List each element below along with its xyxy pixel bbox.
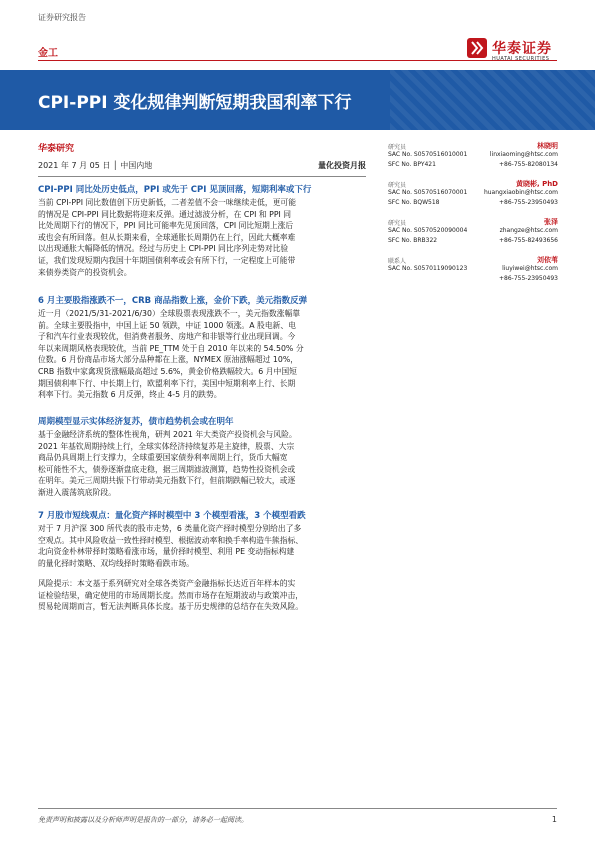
report-meta-line xyxy=(38,160,366,172)
analyst-sfc: SFC No. BQW518 xyxy=(388,199,440,206)
body-line: 证检验结果，确定使用的市场周期长度。然而市场存在短期波动与政策冲击， xyxy=(38,590,304,600)
logo-name-cn: 华泰证券 xyxy=(492,41,552,57)
analyst-role: 研究员 xyxy=(388,182,407,189)
body-line: 子和汽车行业表现较优，但消费者服务、房地产和非银等行业出现回调。今 xyxy=(38,332,296,342)
report-title: CPI-PPI 变化规律判断短期我国利率下行 xyxy=(38,93,352,113)
analyst-panel xyxy=(386,138,558,290)
analyst-sac: SAC No. S0570516070001 xyxy=(388,189,468,196)
section-body xyxy=(38,429,372,499)
section-body xyxy=(38,308,372,401)
body-line: 比处周期下行的情况下，PPI 同比可能率先见顶回落，CPI 同比短期上涨后 xyxy=(38,221,294,231)
footer-divider xyxy=(38,808,557,809)
logo-name-en: HUATAI SECURITIES xyxy=(492,56,550,62)
report-date-region: 2021 年 7 月 05 日 │ 中国内地 xyxy=(38,161,153,170)
body-line: 以出现通胀大幅降低的情况。经过与历史上 CPI-PPI 同比序列走势对比验 xyxy=(38,244,289,254)
body-line: 2021 年基钦周期持续上行，全球实体经济持续复苏是主旋律，股票、大宗 xyxy=(38,441,295,451)
analyst-card xyxy=(386,214,558,252)
analyst-email[interactable]: zhangze@htsc.com xyxy=(499,227,558,234)
sector-label: 金工 xyxy=(38,48,58,59)
body-line: 北向资金朴林带择时策略看涨市场，量价择时模型、利用 PE 变动指标构建 xyxy=(38,547,295,557)
body-line: 商品仍具周期上行支撑力，全球重要国家债券利率周期上行，货币大幅宽 xyxy=(38,453,288,463)
section-heading: 周期模型显示实体经济复苏，债市趋势机会或在明年 xyxy=(38,417,234,427)
body-line: 期国债利率下行、中长期上行，欧盟利率下行，美国中短期利率上行、长期 xyxy=(38,378,296,388)
analyst-sfc: SFC No. BRB322 xyxy=(388,237,438,244)
analyst-sfc: SFC No. BPY421 xyxy=(388,161,436,168)
analyst-name: 黄晓彬, PhD xyxy=(515,180,558,188)
analyst-email[interactable]: liuyiwei@htsc.com xyxy=(502,265,558,272)
analyst-name: 刘依苇 xyxy=(537,256,558,264)
body-line: 的量化择时策略、双均线择时策略看跌市场。 xyxy=(38,558,194,568)
analyst-email[interactable]: linxiaoming@htsc.com xyxy=(489,151,558,158)
body-line: 来债券类资产的投资机会。 xyxy=(38,267,132,277)
body-line: 年以来周期风格表现较优，当前 PE_TTM 处于自 2010 年以来的 54.50% 分 xyxy=(38,343,304,353)
meta-divider xyxy=(38,176,366,177)
analyst-sac: SAC No. S0570520090004 xyxy=(388,227,468,234)
report-category: 证券研究报告 xyxy=(38,13,86,22)
report-type: 量化投资月报 xyxy=(318,161,366,170)
analyst-name: 张泽 xyxy=(544,218,558,226)
body-line: 风险提示：本文基于系列研究对全球各类资产金融指标长达近百年样本的实 xyxy=(38,579,296,588)
body-line: 对于 7 月沪深 300 所代表的股市走势，6 类量化资产择时模型分别给出了多 xyxy=(38,524,302,533)
body-line: 贸易轮周期而言，暂无法判断具体长度。基于历史规律的总结存在失效风险。 xyxy=(38,602,304,612)
title-banner xyxy=(0,70,595,130)
body-line: CRB 指数中家禽现货涨幅最高超过 5.6%，黄金价格跌幅较大。6 月中国短 xyxy=(38,366,297,376)
body-line: 渐进入震荡筑底阶段。 xyxy=(38,487,116,497)
body-line: 的情况是 CPI-PPI 同比数据将迎来反弹。通过滤波分析，在 CPI 和 PPI 同 xyxy=(38,209,292,219)
analyst-card xyxy=(386,138,558,176)
analyst-sac: SAC No. S0570516010001 xyxy=(388,151,468,158)
research-org: 华泰研究 xyxy=(38,144,75,154)
huatai-logo-mark-icon xyxy=(466,37,488,59)
section-heading: CPI-PPI 同比处历史低点，PPI 或先于 CPI 见顶回落，短期利率或下行 xyxy=(38,185,312,195)
body-line: 松可能性不大，债券逐渐盘底走稳，据三周期滤波测算，趋势性投资机会或 xyxy=(38,464,296,474)
analyst-role: 研究员 xyxy=(388,144,407,151)
analyst-name: 林晓明 xyxy=(537,142,558,150)
body-line: 证，我们发现短期内我国十年期国债利率或会有所下行，一定程度上可能带 xyxy=(38,255,296,265)
body-line: 当前 CPI-PPI 同比数值创下历史新低，二者差值不会一味继续走低，更可能 xyxy=(38,198,297,207)
analyst-role: 研究员 xyxy=(388,220,407,227)
section-heading: 7 月股市短线观点：量化资产择时模型中 3 个模型看涨，3 个模型看跌 xyxy=(38,511,306,521)
analyst-email[interactable]: huangxiaobin@htsc.com xyxy=(483,189,558,196)
body-line: 或也会有所回落。但从长期来看，全球通胀长周期仍在上行，因此大概率难 xyxy=(38,232,296,242)
analyst-phone: +86-755-82493656 xyxy=(499,237,558,244)
body-line: 基于金融经济系统的整体性视角，研判 2021 年大类资产投资机会与风险。 xyxy=(38,430,297,439)
analyst-phone: +86-755-23950493 xyxy=(499,199,558,206)
section-heading: 6 月主要股指涨跌不一，CRB 商品指数上涨，金价下跌，美元指数反弹 xyxy=(38,296,308,306)
analyst-role: 联系人 xyxy=(388,258,407,265)
analyst-phone: +86-755-82080134 xyxy=(499,161,558,168)
analyst-card xyxy=(386,252,558,290)
analyst-phone: +86-755-23950493 xyxy=(499,275,558,282)
disclaimer-note: 免责声明和披露以及分析师声明是报告的一部分，请务必一起阅读。 xyxy=(38,816,248,824)
body-line: 位数。6 月份商品市场大部分品种都在上涨，NYMEX 原油涨幅超过 10%， xyxy=(38,355,299,365)
section-body xyxy=(38,197,372,278)
page-number: 1 xyxy=(551,815,557,824)
body-line: 空观点。其中风险收益一致性择时模型、根据波动率和换手率构造牛熊指标、 xyxy=(38,535,304,545)
analyst-sac: SAC No. S0570119090123 xyxy=(388,265,468,272)
body-line: 前。全球主要股指中，中国上证 50 领跌，中证 1000 领涨。A 股电新、电 xyxy=(38,320,297,330)
body-line: 在明年。美元三周期共振下行带动美元指数下行，但前期跌幅已较大，或逐 xyxy=(38,476,296,486)
body-line: 利率下行。美元指数 6 月反弹，终止 4-5 月的跌势。 xyxy=(38,390,222,400)
analyst-card xyxy=(386,176,558,214)
body-line: 近一月（2021/5/31-2021/6/30）全球股票表现涨跌不一，美元指数涨幅靠 xyxy=(38,309,301,318)
risk-warning xyxy=(38,578,372,613)
section-body xyxy=(38,523,372,569)
banner-pattern xyxy=(390,70,595,130)
huatai-logo xyxy=(466,37,566,65)
